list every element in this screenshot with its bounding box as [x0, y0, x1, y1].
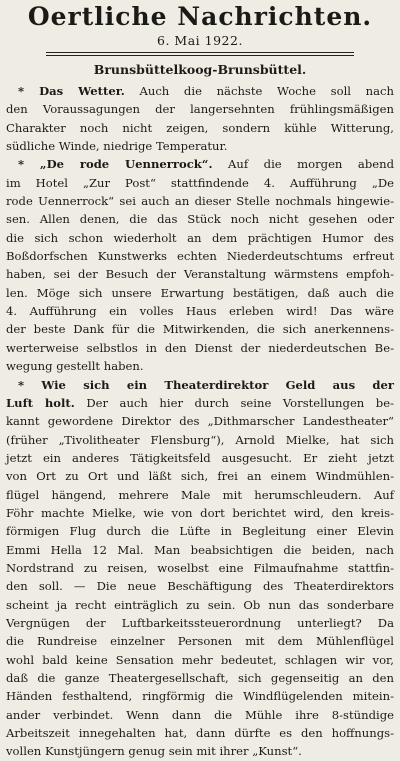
line-text: südliche Winde, niedrige Temperatur.: [6, 139, 228, 154]
text-line: [6, 100, 394, 118]
divider-rule: [46, 55, 354, 56]
line-text: förmigen Flug durch die Lüfte in Begleitung einer Elevin: [6, 524, 394, 539]
text-line: [6, 724, 394, 742]
line-text: Auch die nächste Woche soll nach: [124, 84, 394, 98]
text-line: [6, 614, 394, 632]
line-text: die Rundreise einzelner Personen mit dem Mühlenflügel: [6, 634, 394, 649]
line-text: den soll. — Die neue Beschäftigung des Theaterdirektors: [6, 579, 394, 594]
line-text: Arbeitszeit innegehalten hat, dann dürfte es den hoffnungs-: [6, 726, 394, 741]
text-line: [6, 742, 394, 760]
text-line: [6, 467, 394, 485]
line-text: scheint ja recht einträglich zu sein. Ob nun das sonderbare: [6, 597, 394, 612]
text-line: [6, 687, 394, 705]
line-text: flügel hängend, mehrere Male mit herumschleudern. Auf: [6, 487, 394, 502]
text-line: [6, 449, 394, 467]
line-text: rode Uennerrock“ sei auch an dieser Stelle nochmals hingewie-: [6, 194, 394, 209]
text-line: [6, 412, 394, 430]
text-line: [6, 431, 394, 449]
line-text: Der auch hier durch seine Vorstellungen be-: [74, 395, 395, 410]
text-line: [6, 302, 394, 320]
text-line: [6, 229, 394, 247]
line-text: jetzt ein anderes Tätigkeitsfeld ausgesucht. Er zieht jetzt: [6, 450, 394, 465]
line-text: den Voraussagungen der langersehnten frühlingsmäßigen: [6, 102, 394, 117]
line-text: wohl bald keine Sensation mehr bedeutet, schlagen wir vor,: [6, 652, 394, 667]
line-text: die sich schon wiederholt an dem prächtigen Humor des: [6, 230, 394, 245]
issue-date: 6. Mai 1922.: [157, 33, 243, 48]
article-body: [6, 82, 394, 761]
text-line: [6, 669, 394, 687]
line-text: im Hotel „Zur Post“ stattfindende 4. Aufführung „De: [6, 175, 394, 190]
paragraph-heading: Luft holt.: [6, 395, 75, 410]
line-text: kannt gewordene Direktor des „Dithmarscher Landestheater“: [6, 414, 394, 429]
line-text: Händen festhaltend, ringförmig die Windflügelenden mitein-: [6, 689, 394, 704]
text-line: [6, 247, 394, 265]
text-line: [6, 284, 394, 302]
line-text: sen. Allen denen, die das Stück noch nicht gesehen oder: [6, 212, 394, 227]
line-text: len. Möge sich unsere Erwartung bestätigen, daß auch die: [6, 285, 394, 300]
text-line: [6, 596, 394, 614]
line-text: der beste Dank für die Mitwirkenden, die sich anerkennens-: [6, 322, 394, 337]
text-line: [6, 82, 394, 100]
text-line: [6, 577, 394, 595]
line-text: 4. Aufführung ein volles Haus erleben wird! Das wäre: [6, 304, 394, 319]
text-line: [6, 119, 394, 137]
text-line: [6, 357, 394, 375]
text-line: [6, 559, 394, 577]
line-text: Emmi Hella 12 Mal. Man beabsichtigen die beiden, nach: [6, 542, 394, 557]
line-text: ander verbindet. Wenn dann die Mühle ihre 8-stündige: [6, 707, 394, 722]
line-text: Föhr machte Mielke, wie von dort berichtet wird, den kreis-: [6, 505, 394, 520]
text-line: [6, 320, 394, 338]
text-line: [6, 192, 394, 210]
divider-rule: [46, 52, 354, 53]
text-line: [6, 210, 394, 228]
text-line: [6, 651, 394, 669]
text-line: [6, 174, 394, 192]
text-line: [6, 394, 394, 412]
line-text: haben, sei der Besuch der Veranstaltung wärmstens empfoh-: [6, 267, 394, 282]
section-title: Oertliche Nachrichten.: [27, 2, 373, 31]
text-line: [6, 632, 394, 650]
line-text: daß die ganze Theatergesellschaft, sich gegenseitig an den: [6, 671, 394, 685]
text-line: [6, 706, 394, 724]
paragraph-heading: * „De rode Uennerrock“.: [18, 157, 213, 172]
paragraph-heading: * Wie sich ein Theaterdirektor Geld aus der: [18, 377, 394, 392]
text-line: [6, 137, 394, 155]
text-line: [6, 541, 394, 559]
line-text: (früher „Tivolitheater Flensburg“), Arnold Mielke, hat sich: [6, 432, 394, 447]
locale-heading: Brunsbüttelkoog-Brunsbüttel.: [93, 62, 307, 77]
text-line: [6, 486, 394, 504]
text-line: [6, 522, 394, 540]
text-line: [6, 265, 394, 283]
line-text: Boßdorfschen Kunstwerks echten Niederdeutschtums erfreut: [6, 249, 394, 264]
line-text: Nordstrand zu reisen, woselbst eine Filmaufnahme stattfin-: [6, 560, 394, 575]
line-text: Auf die morgen abend: [212, 157, 394, 172]
line-text: vollen Kunstjüngern genug sein mit ihrer „Kunst“.: [6, 744, 302, 759]
paragraph-heading: * Das Wetter.: [18, 84, 125, 98]
text-line: [6, 155, 394, 173]
line-text: wegung gestellt haben.: [6, 359, 144, 374]
text-line: [6, 339, 394, 357]
line-text: Charakter noch nicht zeigen, sondern kühle Witterung,: [6, 120, 394, 135]
line-text: werterweise selbstlos in den Dienst der niederdeutschen Be-: [6, 340, 394, 355]
line-text: von Ort zu Ort und läßt sich, frei an einem Windmühlen-: [6, 469, 394, 484]
text-line: [6, 504, 394, 522]
line-text: Vergnügen der Luftbarkeitssteuerordnung unterliegt? Da: [6, 615, 394, 630]
text-line: [6, 376, 394, 394]
